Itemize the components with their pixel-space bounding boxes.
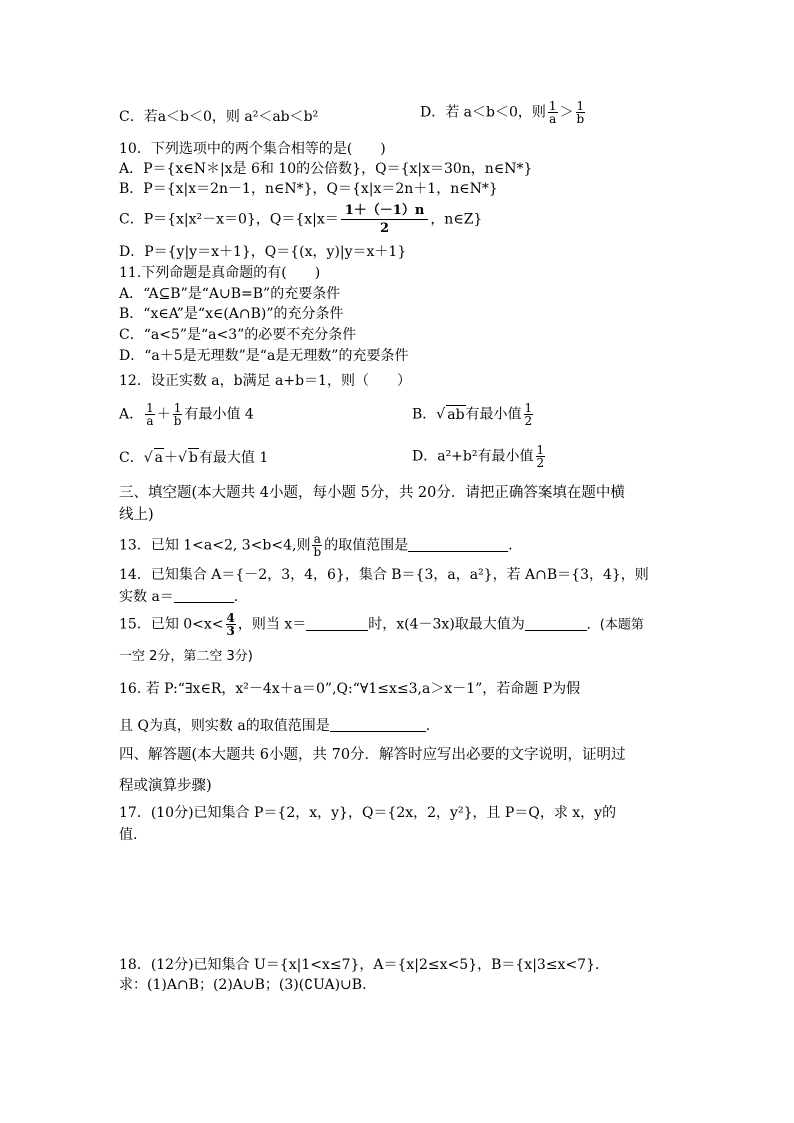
q17-line2: 值. — [119, 827, 138, 843]
q14-line1: 14．已知集合 A＝{－2，3，4，6}，集合 B＝{3，a，a²}，若 A∩B＝{3，4}，则 — [119, 567, 649, 583]
q11-option-d: D．“a＋5是无理数”是“a是无理数”的充要条件 — [119, 348, 409, 364]
q9-option-c: C．若a＜b＜0，则 a²＜ab＜b² — [119, 109, 319, 125]
q11-option-a: A．“A⊆B”是“A∪B=B”的充要条件 — [119, 286, 341, 302]
q13: 13．已知 1<a<2, 3<b<4,则 $\frac{a}{b}$ 的取值范围是 . — [119, 532, 513, 559]
q10-fraction: $\frac{1+(-1)n}{2}$ — [341, 202, 429, 237]
section-4-title: 四、解答题(本大题共 6小题，共 70分．解答时应写出必要的文字说明，证明过 — [119, 747, 626, 763]
fraction-4-over-3: $\frac{4}{3}$ — [226, 611, 235, 638]
q11-option-b: B．“x∈A”是“x∈(A∩B)”的充分条件 — [119, 306, 344, 322]
q15-answer-blank-2[interactable] — [525, 616, 587, 631]
q12-option-d — [412, 444, 547, 469]
q12-option-c: C．√ a＋√ b有最大值 1 — [119, 450, 269, 466]
q16-line1: 16. 若 P:“∃x∈R，x²－4x＋a＝0”,Q:“∀1≤x≤3,a＞x－1”，若命题 P为假 — [119, 681, 581, 697]
q10-option-a: A．P＝{x∈N＊|x是 6和 10的公倍数}，Q＝{x|x＝30n，n∈N*} — [119, 161, 533, 177]
q10-option-c-tail: ，n∈Z} — [430, 211, 483, 228]
q11-option-c: C．“a<5”是“a<3”的必要不充分条件 — [119, 327, 357, 343]
fraction-one-half: $\frac{1}{2}$ — [524, 401, 533, 428]
q16-answer-blank[interactable] — [330, 717, 426, 732]
q13-answer-blank[interactable] — [408, 537, 508, 552]
q12-option-b: B．√ ab有最小值 $\frac{1}{2}$ — [412, 401, 533, 428]
section-4-title-cont: 程或演算步骤) — [119, 778, 212, 794]
q12-option-a-text: 有最小值 4 — [184, 406, 254, 423]
q15-answer-blank-1[interactable] — [306, 616, 368, 631]
section-3-title-cont: 线上) — [119, 507, 154, 523]
q16-line2: 且 Q为真，则实数 a的取值范围是 . — [119, 718, 431, 734]
q10-option-c — [119, 202, 482, 237]
q12-option-a: A． $\frac{1}{a}$ ＋ $\frac{1}{b}$ 有最小值 4 — [119, 401, 254, 428]
q9-option-d — [420, 100, 587, 125]
q12-stem: 12．设正实数 a，b满足 a+b＝1，则（ ） — [119, 373, 411, 389]
fraction-one-half-2: $\frac{1}{2}$ — [536, 443, 545, 470]
q14-answer-blank[interactable] — [174, 588, 234, 603]
q15-line1: 15．已知 0<x< $\frac{4}{3}$ ，则当 x＝ 时，x(4－3x)取最大值为 ．(本题第 — [119, 611, 644, 638]
q15-line2: 一空 2分，第二空 3分) — [119, 649, 253, 664]
q10-stem: 10．下列选项中的两个集合相等的是( ) — [119, 141, 386, 157]
gt-sign: ＞ — [559, 104, 574, 121]
q11-stem: 11.下列命题是真命题的有( ) — [119, 265, 321, 281]
fraction-a-over-b: $\frac{a}{b}$ — [313, 532, 322, 559]
q12-option-d-text: D．a²+b²有最小值 — [412, 448, 534, 465]
q10-option-b: B．P＝{x|x＝2n－1，n∈N*}，Q＝{x|x＝2n＋1，n∈N*} — [119, 181, 498, 197]
q18-line1: 18．(12分)已知集合 U＝{x|1<x≤7}，A＝{x|2≤x<5}，B＝{x|3≤x<7}． — [119, 957, 609, 973]
q14-line2: 实数 a＝ . — [119, 589, 239, 605]
fraction-1-over-b: $\frac{1}{b}$ — [576, 99, 585, 126]
fraction-1-over-a: $\frac{1}{a}$ — [548, 99, 557, 126]
q9-option-d-text: D．若 a＜b＜0，则 — [420, 104, 546, 121]
q17-line1: 17．(10分)已知集合 P＝{2，x，y}，Q＝{2x，2，y²}，且 P＝Q，求 x，y的 — [119, 805, 617, 821]
q10-option-d: D．P＝{y|y＝x＋1}，Q＝{(x，y)|y＝x＋1} — [119, 244, 407, 260]
q18-line2: 求：(1)A∩B；(2)A∪B；(3)(∁UA)∪B. — [119, 977, 367, 993]
q12-option-c-text: 有最大值 1 — [198, 450, 269, 466]
sqrt-ab: ab — [447, 406, 465, 423]
q12-option-b-text: 有最小值 — [465, 406, 522, 423]
q10-option-c-text: C．P＝{x|x²－x＝0}，Q＝{x|x＝ — [119, 211, 339, 228]
section-3-title: 三、填空题(本大题共 4小题，每小题 5分，共 20分．请把正确答案填在题中横 — [119, 485, 625, 501]
